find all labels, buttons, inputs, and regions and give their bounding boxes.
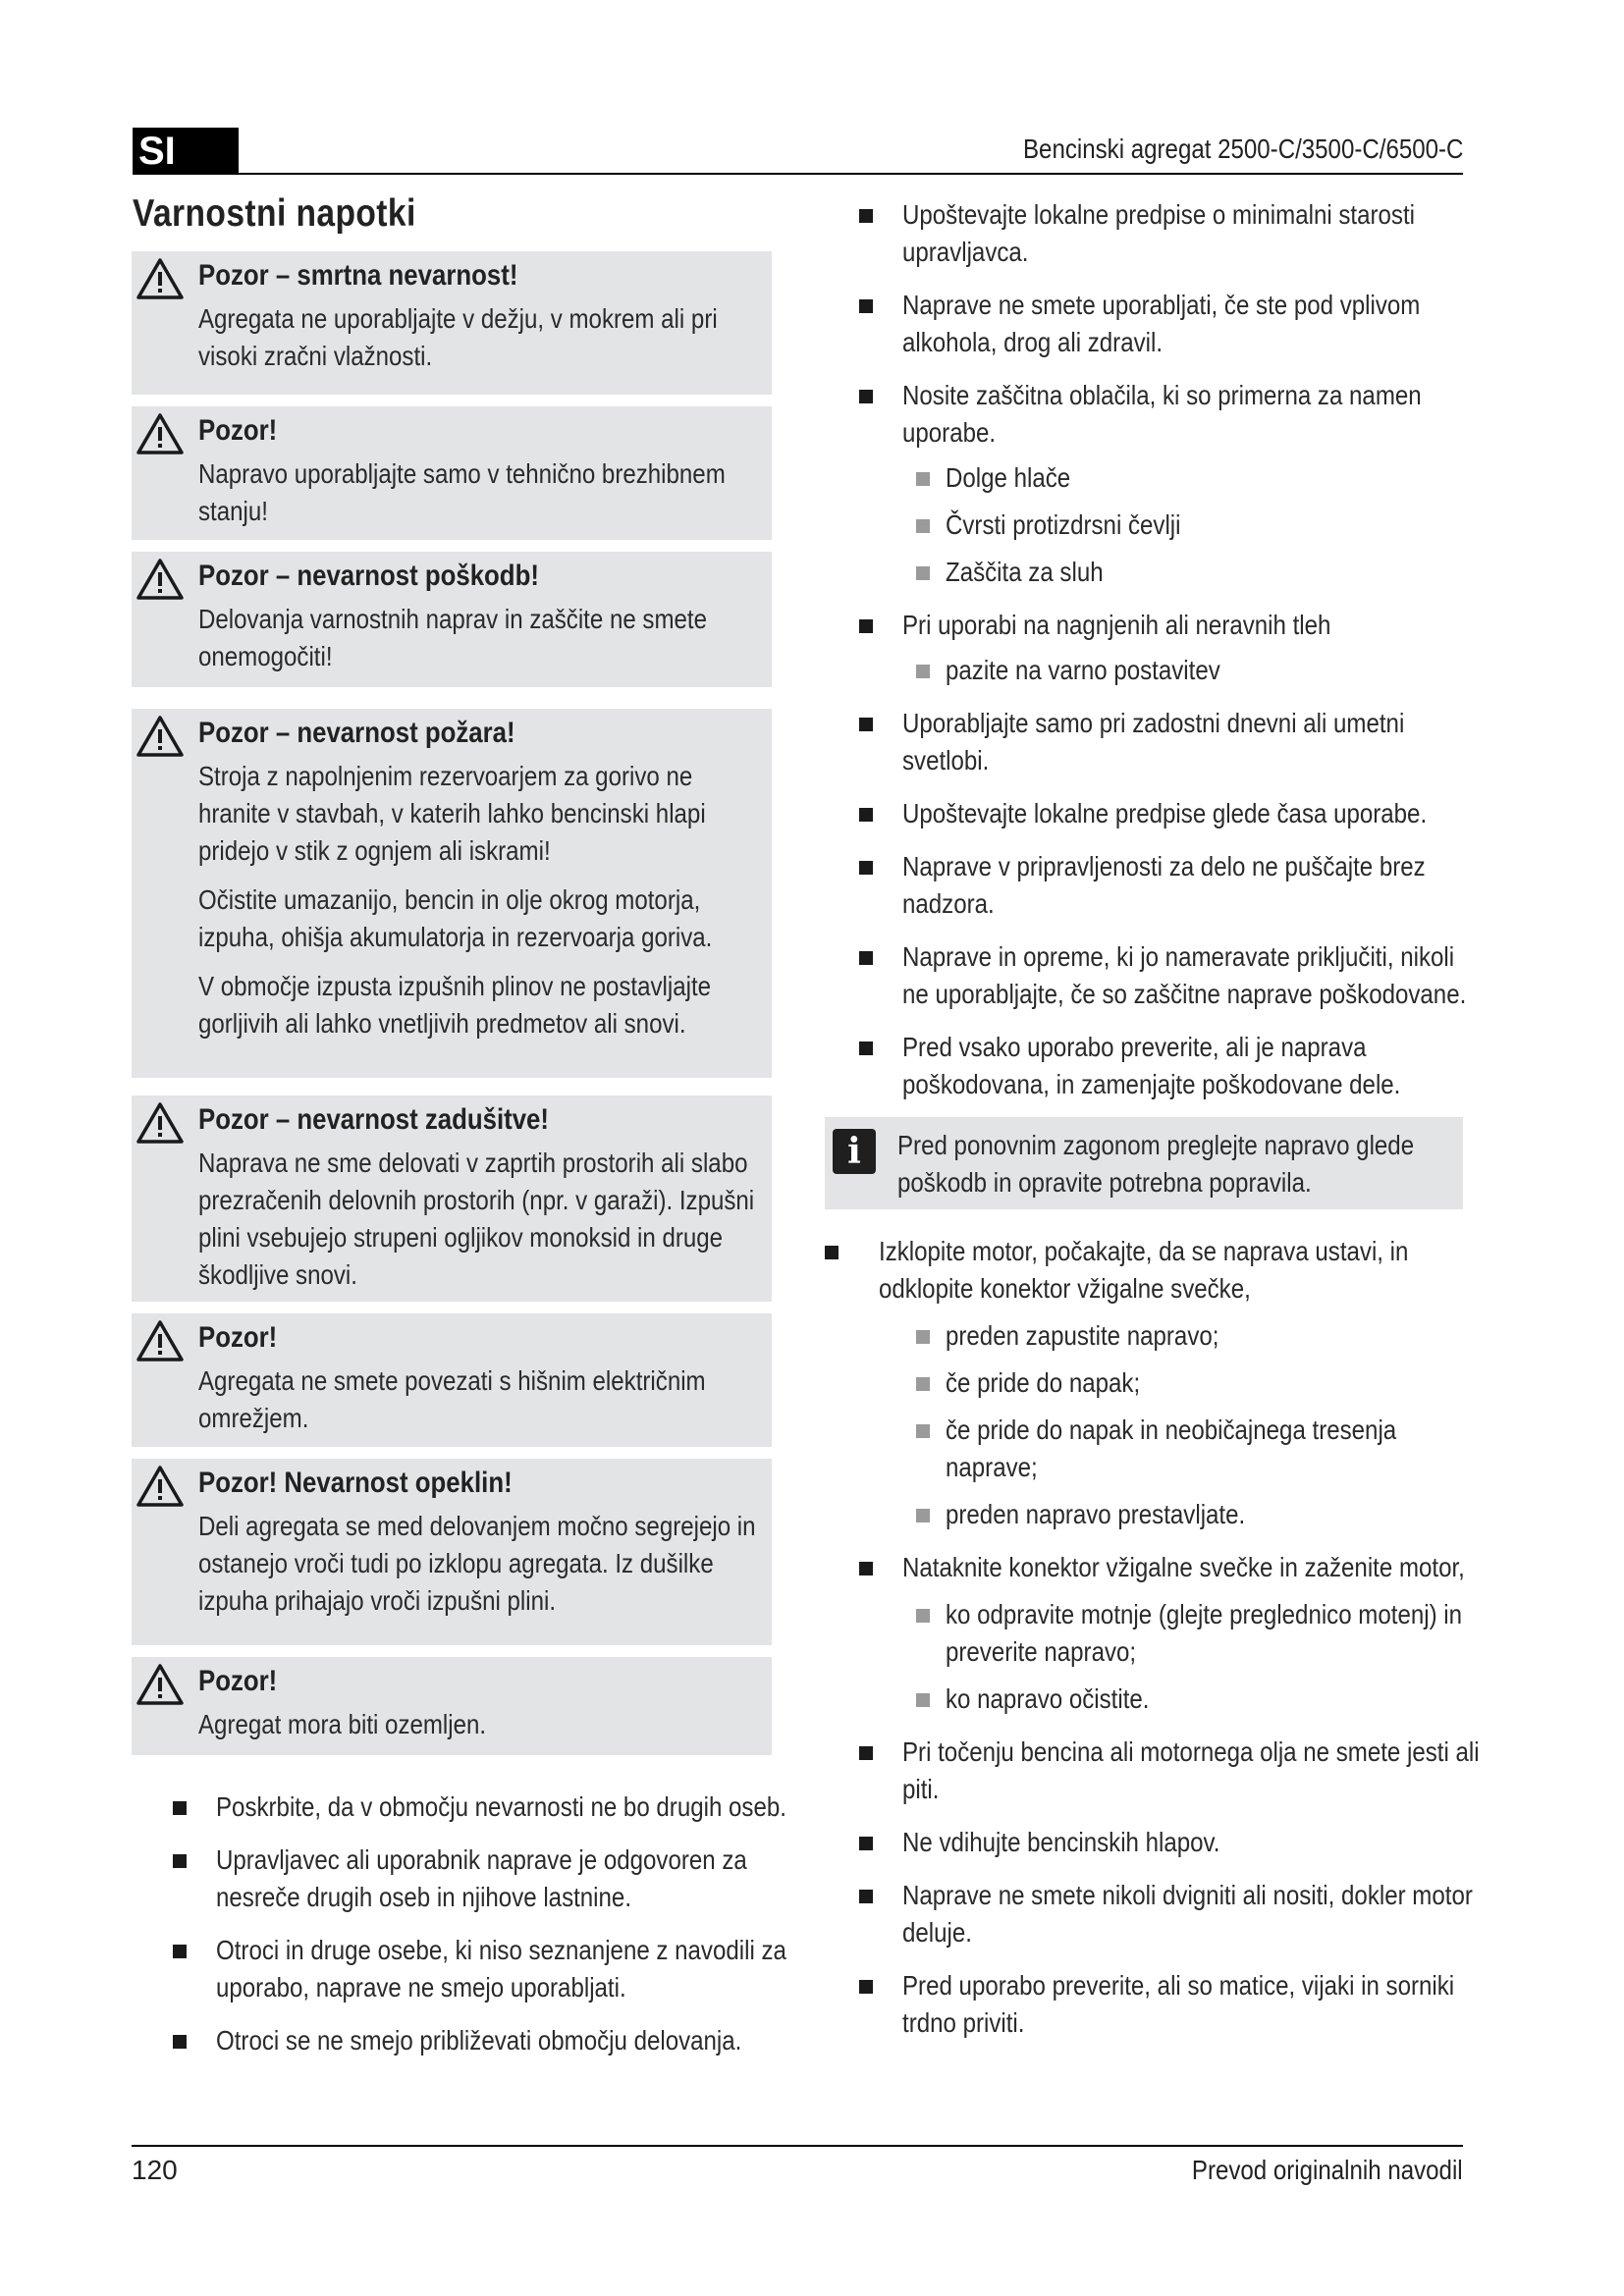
info-text: Pred ponovnim zagonom preglejte napravo glede poškodb in opravite potrebna popravila. [897, 1130, 1415, 1198]
list-item-text: če pride do napak in neobičajnega tresenja naprave; [946, 1415, 1397, 1482]
info-icon-glyph: i [847, 1131, 861, 1172]
list-item-text: Nosite zaščitna oblačila, ki so primerna za namen uporabe. [902, 380, 1422, 448]
warning-text [198, 1508, 757, 1620]
warning-title: Pozor! Nevarnost opeklin! [198, 1467, 513, 1499]
info-icon [833, 1129, 876, 1174]
warning-box [132, 552, 772, 687]
warning-text [198, 758, 757, 1042]
list-item [173, 1932, 801, 2006]
list-item [859, 1877, 1488, 1951]
warning-text [198, 300, 757, 375]
warning-box [132, 406, 772, 540]
list-item-text: Naprave ne smete uporabljati, če ste pod vplivom alkohola, drog ali zdravil. [902, 290, 1421, 357]
warning-text [198, 1706, 757, 1743]
warning-title: Pozor – nevarnost požara! [198, 717, 515, 749]
list-item [859, 705, 1488, 779]
warning-text [198, 1145, 757, 1294]
warning-text [198, 455, 757, 530]
warning-paragraph: Stroja z napolnjenim rezervoarjem za gorivo ne hranite v stavbah, v katerih lahko bencinski hlapi pridejo v stik z ognjem ali iskrami! [198, 761, 706, 866]
warning-title: Pozor – smrtna nevarnost! [198, 259, 518, 292]
list-item [173, 1789, 801, 1826]
square-bullet-icon [859, 718, 873, 731]
warning-box [132, 251, 772, 395]
square-bullet-icon [859, 1890, 873, 1903]
warning-triangle-icon [135, 715, 185, 758]
list-item [859, 1967, 1488, 2042]
square-bullet-icon [916, 665, 930, 678]
list-item-text: Dolge hlače [946, 462, 1071, 493]
list-item-text: pazite na varno postavitev [946, 655, 1220, 685]
list-item-text: če pride do napak; [946, 1367, 1141, 1398]
square-bullet-icon [916, 519, 930, 533]
right-bullet-list [847, 196, 1488, 2057]
warning-text [198, 601, 757, 675]
warning-paragraph: Agregata ne uporabljajte v dežju, v mokrem ali pri visoki zračni vlažnosti. [198, 303, 718, 371]
warning-triangle-icon [135, 412, 185, 455]
warning-box [132, 709, 772, 1078]
warning-paragraph: Napravo uporabljajte samo v tehnično brezhibnem stanju! [198, 458, 726, 526]
page-number: 120 [132, 2155, 178, 2185]
list-item-text: Upoštevajte lokalne predpise glede časa uporabe. [902, 798, 1428, 828]
document-title: Bencinski agregat 2500-C/3500-C/6500-C [1022, 133, 1463, 164]
warning-paragraph: Deli agregata se med delovanjem močno segrejejo in ostanejo vroči tudi po izklopu agregata. Iz dušilke izpuha prihajajo vroči izpušni plini. [198, 1511, 756, 1616]
sub-list-item [916, 507, 1488, 544]
square-bullet-icon [173, 1854, 187, 1868]
list-item-text: Pred uporabo preverite, ali so matice, vijaki in sorniki trdno priviti. [902, 1970, 1455, 2038]
warning-title: Pozor – nevarnost zadušitve! [198, 1103, 549, 1136]
square-bullet-icon [916, 1609, 930, 1623]
list-item-text: ko odpravite motnje (glejte preglednico motenj) in preverite napravo; [946, 1599, 1463, 1667]
warning-box [132, 1459, 772, 1645]
square-bullet-icon [859, 619, 873, 633]
warning-title: Pozor! [198, 1665, 278, 1697]
list-item [859, 607, 1488, 644]
list-item [859, 196, 1488, 271]
warning-list [132, 251, 772, 1767]
sub-list-item [916, 1364, 1488, 1402]
list-item-text: Pred vsako uporabo preverite, ali je naprava poškodovana, in zamenjajte poškodovane dele. [902, 1032, 1401, 1099]
list-item-text: Uporabljajte samo pri zadostni dnevni ali umetni svetlobi. [902, 708, 1405, 775]
footer-note: Prevod originalnih navodil [1192, 2155, 1463, 2185]
footer-divider [132, 2145, 1463, 2147]
square-bullet-icon [916, 472, 930, 486]
list-item-text: Zaščita za sluh [946, 557, 1104, 587]
header-divider [239, 173, 1463, 175]
list-item-text: Pri uporabi na nagnjenih ali neravnih tleh [902, 610, 1331, 640]
list-item-text: Poskrbite, da v območju nevarnosti ne bo drugih oseb. [216, 1791, 786, 1822]
sub-list-item [916, 1412, 1488, 1486]
square-bullet-icon [173, 2035, 187, 2049]
square-bullet-icon [173, 1945, 187, 1958]
square-bullet-icon [859, 1746, 873, 1760]
warning-paragraph: Očistite umazanijo, bencin in olje okrog motorja, izpuha, ohišja akumulatorja in rezervoarja goriva. [198, 884, 713, 952]
language-tag: SI [133, 128, 239, 175]
warning-box [132, 1095, 772, 1302]
list-item-text: Izklopite motor, počakajte, da se naprava ustavi, in odklopite konektor vžigalne svečke, [879, 1236, 1409, 1304]
square-bullet-icon [916, 1693, 930, 1707]
list-item-text: Nataknite konektor vžigalne svečke in zaženite motor, [902, 1552, 1465, 1582]
warning-box [132, 1313, 772, 1447]
sub-list-item [916, 554, 1488, 591]
list-item-text: Otroci se ne smejo približevati območju delovanja. [216, 2025, 742, 2056]
list-item [859, 377, 1488, 452]
square-bullet-icon [825, 1246, 839, 1259]
warning-triangle-icon [135, 1465, 185, 1508]
list-item-text: preden napravo prestavljate. [946, 1499, 1246, 1529]
list-item-text: Čvrsti protizdrsni čevlji [946, 509, 1181, 540]
list-item-text: Naprave v pripravljenosti za delo ne puščajte brez nadzora. [902, 851, 1426, 919]
square-bullet-icon [859, 1837, 873, 1850]
warning-triangle-icon [135, 558, 185, 601]
warning-paragraph: Delovanja varnostnih naprav in zaščite ne smete onemogočiti! [198, 604, 708, 671]
list-item-text: Upravljavec ali uporabnik naprave je odgovoren za nesreče drugih oseb in njihove lastnine. [216, 1844, 747, 1912]
list-item-text: ko napravo očistite. [946, 1683, 1150, 1714]
warning-title: Pozor! [198, 1321, 278, 1354]
list-item [859, 1734, 1488, 1808]
sub-list-item [916, 459, 1488, 497]
list-item-text: Otroci in druge osebe, ki niso seznanjene z navodili za uporabo, naprave ne smejo uporabljati. [216, 1935, 786, 2002]
warning-title: Pozor – nevarnost poškodb! [198, 560, 539, 592]
left-bullet-list [173, 1789, 801, 2075]
list-item-text: Naprave in opreme, ki jo nameravate priključiti, nikoli ne uporabljajte, če so zaščitne naprave poškodovane. [902, 941, 1467, 1009]
square-bullet-icon [916, 1330, 930, 1344]
list-item-text: Naprave ne smete nikoli dvigniti ali nositi, dokler motor deluje. [902, 1880, 1473, 1948]
section-title: Varnostni napotki [133, 192, 416, 235]
square-bullet-icon [859, 808, 873, 822]
list-item [173, 2022, 801, 2059]
square-bullet-icon [859, 861, 873, 875]
list-item [859, 1824, 1488, 1861]
square-bullet-icon [916, 566, 930, 580]
list-item [859, 1549, 1488, 1586]
warning-paragraph: Agregata ne smete povezati s hišnim električnim omrežjem. [198, 1365, 706, 1433]
list-item [173, 1842, 801, 1916]
sub-list-item [916, 652, 1488, 689]
sub-list-item [916, 1496, 1488, 1533]
warning-paragraph: V območje izpusta izpušnih plinov ne postavljajte gorljivih ali lahko vnetljivih predmetov ali snovi. [198, 971, 712, 1039]
sub-list-item [916, 1596, 1488, 1671]
list-item [825, 1233, 1488, 1308]
square-bullet-icon [173, 1801, 187, 1815]
info-box [825, 1117, 1463, 1209]
square-bullet-icon [859, 1041, 873, 1055]
warning-triangle-icon [135, 1101, 185, 1145]
warning-triangle-icon [135, 257, 185, 300]
square-bullet-icon [859, 299, 873, 313]
warning-paragraph: Naprava ne sme delovati v zaprtih prostorih ali slabo prezračenih delovnih prostorih (npr. v garaži). Izpušni plini vsebujejo strupeni ogljikov monoksid in druge škodljive snovi. [198, 1148, 755, 1290]
list-item [859, 938, 1488, 1013]
square-bullet-icon [859, 1562, 873, 1575]
square-bullet-icon [916, 1424, 930, 1438]
warning-triangle-icon [135, 1663, 185, 1706]
list-item [859, 287, 1488, 361]
warning-box [132, 1657, 772, 1755]
square-bullet-icon [859, 390, 873, 403]
list-item [859, 795, 1488, 832]
square-bullet-icon [859, 209, 873, 223]
list-item [859, 1029, 1488, 1103]
warning-text [198, 1362, 757, 1437]
warning-title: Pozor! [198, 414, 278, 447]
square-bullet-icon [859, 1980, 873, 1994]
sub-list-item [916, 1317, 1488, 1355]
list-item-text: Ne vdihujte bencinskih hlapov. [902, 1827, 1220, 1857]
warning-paragraph: Agregat mora biti ozemljen. [198, 1709, 487, 1739]
square-bullet-icon [916, 1377, 930, 1391]
list-item-text: Upoštevajte lokalne predpise o minimalni starosti upravljavca. [902, 199, 1415, 267]
warning-triangle-icon [135, 1319, 185, 1362]
square-bullet-icon [859, 951, 873, 965]
list-item-text: Pri točenju bencina ali motornega olja ne smete jesti ali piti. [902, 1736, 1480, 1804]
square-bullet-icon [916, 1509, 930, 1522]
list-item-text: preden zapustite napravo; [946, 1320, 1219, 1351]
sub-list-item [916, 1681, 1488, 1718]
list-item [859, 848, 1488, 923]
